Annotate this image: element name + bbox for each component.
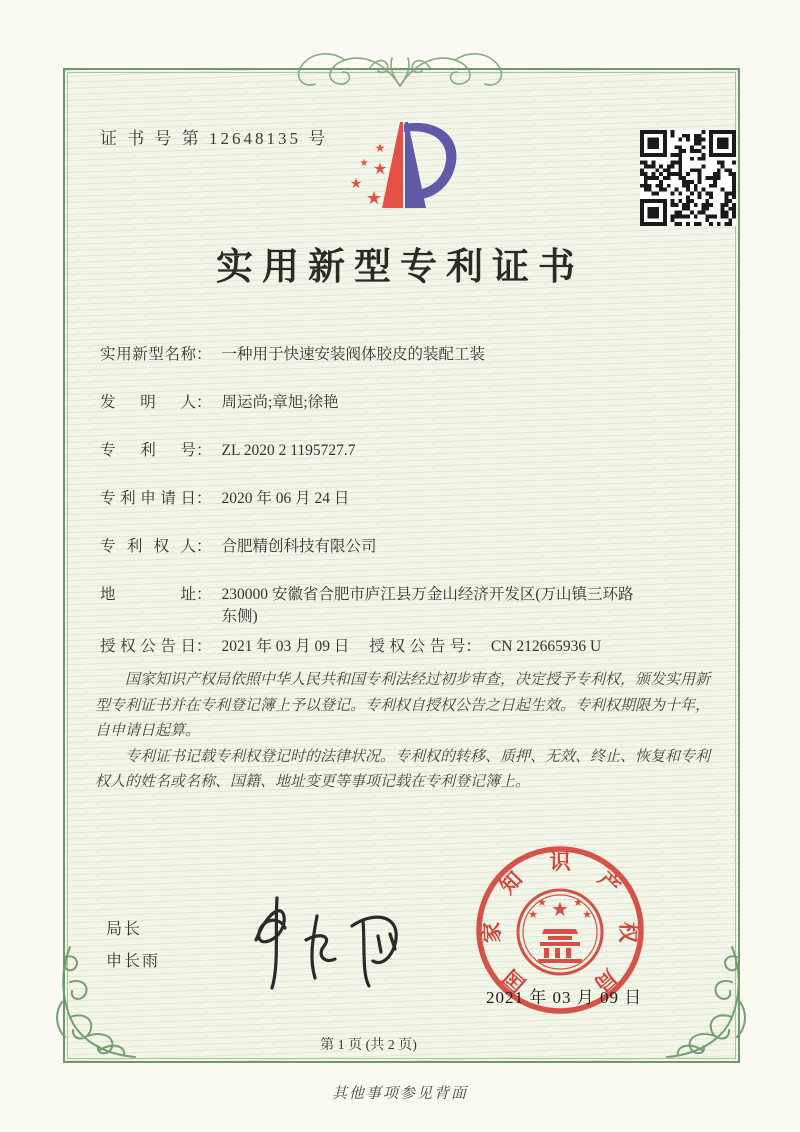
- svg-text:★: ★: [374, 141, 386, 155]
- svg-text:局: 局: [589, 964, 622, 997]
- commissioner-name: 申长雨: [106, 953, 161, 970]
- field-label: 授权公告日: [100, 638, 196, 655]
- field-value: 周运尚;章旭;徐艳: [221, 394, 339, 411]
- svg-text:权: 权: [615, 921, 641, 944]
- certificate-number: 证 书 号 第 12648135 号: [100, 129, 329, 148]
- svg-text:★: ★: [365, 188, 383, 208]
- legal-paragraph-1: 国家知识产权局依照中华人民共和国专利法经过初步审查，决定授予专利权，颁发实用新型专利证书并在专利登记簿上予以登记。专利权自授权公告之日起生效。专利权期限为十年，自申请日起算。: [95, 672, 711, 739]
- qr-code: [640, 130, 736, 226]
- field-label: 授权公告号: [369, 638, 466, 655]
- svg-text:国: 国: [498, 964, 531, 997]
- seal-date: 2021 年 03 月 09 日: [486, 988, 643, 1007]
- field-label: 地址: [100, 586, 196, 603]
- field-value: 2020 年 06 月 24 日: [221, 490, 350, 507]
- svg-text:★: ★: [582, 909, 592, 921]
- field-value: 230000 安徽省合肥市庐江县万金山经济开发区(万山镇三环路东侧): [221, 586, 634, 625]
- back-side-note: 其他事项参见背面: [331, 1086, 468, 1102]
- svg-text:家: 家: [479, 921, 505, 944]
- field-value: 一种用于快速安装阀体胶皮的装配工装: [221, 346, 486, 363]
- legal-paragraph-2: 专利证书记载专利权登记时的法律状况。专利权的转移、质押、无效、终止、恢复和专利权人的姓名或名称、国籍、地址变更等事项记载在专利登记簿上。: [95, 748, 711, 790]
- field-application-date: 专利申请日 ： 2020 年 06 月 24 日: [100, 488, 660, 510]
- field-label: 专利权人: [100, 538, 196, 555]
- logo-stars: [350, 141, 387, 208]
- seal-national-emblem: [518, 890, 602, 974]
- field-address: 地址 ： 230000 安徽省合肥市庐江县万金山经济开发区(万山镇三环路东侧): [100, 584, 660, 628]
- svg-text:★: ★: [573, 897, 583, 909]
- certificate-title: 实用新型专利证书: [216, 247, 584, 288]
- svg-text:★: ★: [349, 177, 363, 192]
- svg-text:知: 知: [495, 866, 528, 899]
- field-inventors: 发明人 ： 周运尚;章旭;徐艳: [100, 392, 660, 414]
- svg-text:产: 产: [592, 866, 625, 899]
- svg-text:★: ★: [551, 899, 569, 921]
- field-value: ZL 2020 2 1195727.7: [221, 442, 356, 459]
- field-label: 实用新型名称: [100, 346, 196, 363]
- field-grant-row: 授权公告日 ： 2021 年 03 月 09 日 授权公告号 ： CN 212665936 U: [100, 636, 660, 658]
- patent-fields: [100, 344, 660, 684]
- svg-text:识: 识: [549, 850, 571, 874]
- field-value: CN 212665936 U: [490, 638, 602, 655]
- field-label: 专利申请日: [100, 490, 196, 507]
- svg-text:★: ★: [359, 158, 369, 169]
- field-label: 专利号: [100, 442, 196, 459]
- commissioner-title: 局长: [106, 921, 143, 938]
- svg-text:★: ★: [372, 161, 388, 178]
- field-label: 发明人: [100, 394, 196, 411]
- field-value: 合肥精创科技有限公司: [221, 538, 377, 555]
- page-number: 第 1 页 (共 2 页): [320, 1038, 417, 1053]
- cnipa-logo: [342, 110, 482, 218]
- field-value: 2021 年 03 月 09 日: [221, 638, 350, 655]
- field-grant-number: 授权公告号 ： CN 212665936 U: [369, 636, 601, 658]
- top-flourish-ornament: [285, 42, 515, 100]
- field-utility-model-name: 实用新型名称 ： 一种用于快速安装阀体胶皮的装配工装: [100, 344, 660, 366]
- commissioner-signature: [222, 888, 407, 996]
- legal-text: [95, 668, 713, 796]
- svg-text:★: ★: [528, 909, 538, 921]
- field-patent-number: 专利号 ： ZL 2020 2 1195727.7: [100, 440, 660, 462]
- field-patentee: 专利权人 ： 合肥精创科技有限公司: [100, 536, 660, 558]
- svg-text:★: ★: [537, 897, 547, 909]
